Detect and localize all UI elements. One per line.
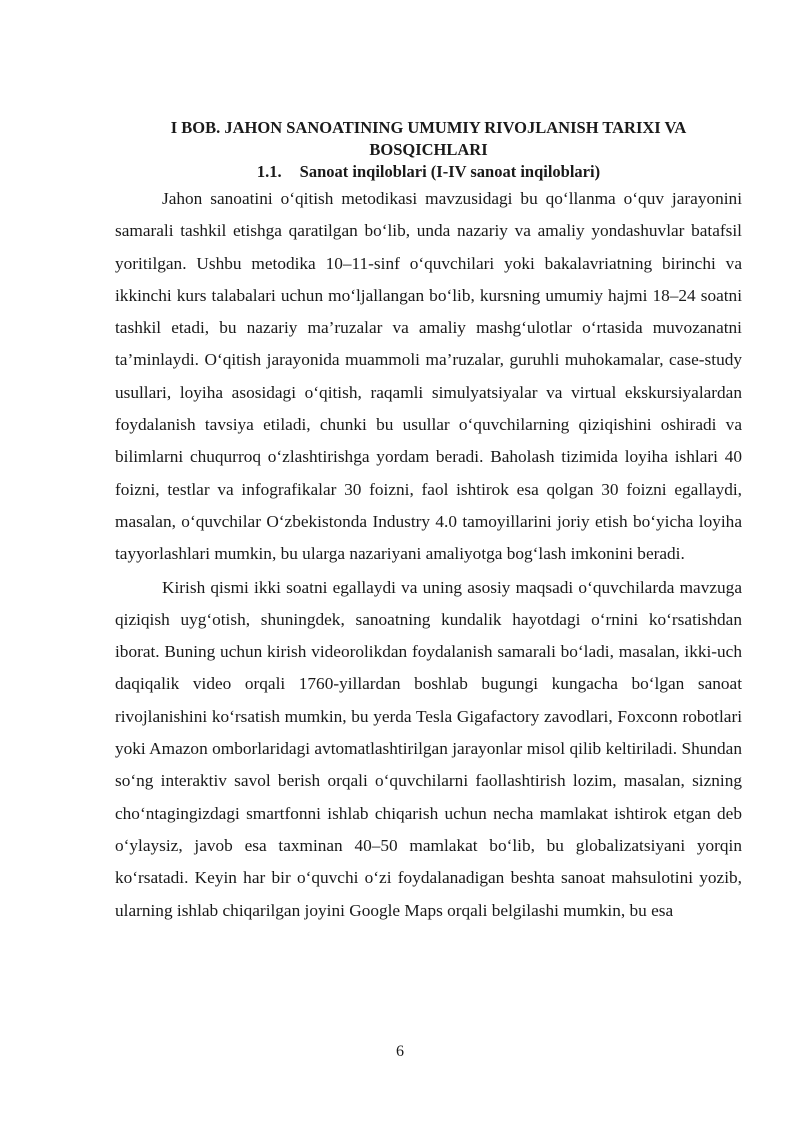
section-number: 1.1. <box>256 162 282 181</box>
body-paragraph-2: Kirish qismi ikki soatni egallaydi va uning asosiy maqsadi o‘quvchilarda mavzuga qiziqish uyg‘otish, shuningdek, sanoatning kundalik hayotdagi o‘rnini ko‘rsatishdan iborat. Buning uchun kirish videorolikdan foydalanish samarali bo‘ladi, masalan, ikki-uch daqiqalik video orqali 1760-yillardan boshlab bugungi kungacha bo‘lgan sanoat rivojlanishini ko‘rsatish mumkin, bu yerda Tesla Gigafactory zavodlari, Foxconn robotlari yoki Amazon omborlaridagi avtomatlashtirilgan jarayonlar misol qilib keltiriladi. Shundan so‘ng interaktiv savol berish orqali o‘quvchilarni faollashtirish lozim, masalan, sizning cho‘ntagingizdagi smartfonni ishlab chiqarish uchun necha mamlakat ishtirok etgan deb o‘ylaysiz, javob esa taxminan 40–50 mamlakat bo‘lib, bu globalizatsiyani yorqin ko‘rsatadi. Keyin har bir o‘quvchi o‘zi foydalanadigan beshta sanoat mahsulotini yozib, ularning ishlab chiqarilgan joyini Google Maps orqali belgilashi mumkin, bu esa <box>115 577 742 920</box>
page-content <box>115 117 742 927</box>
chapter-title: I BOB. JAHON SANOATINING UMUMIY RIVOJLANISH TARIXI VA BOSQICHLARI <box>170 118 687 159</box>
section-title: Sanoat inqiloblari (I-IV sanoat inqiloblari) <box>299 162 601 181</box>
section-heading <box>115 161 742 183</box>
body-paragraph-1: Jahon sanoatini o‘qitish metodikasi mavzusidagi bu qo‘llanma o‘quv jarayonini samarali tashkil etishga qaratilgan bo‘lib, unda nazariy va amaliy yondashuvlar batafsil yoritilgan. Ushbu metodika 10–11-sinf o‘quvchilari yoki bakalavriatning birinchi va ikkinchi kurs talabalari uchun mo‘ljallangan bo‘lib, kursning umumiy hajmi 18–24 soatni tashkil etadi, bu nazariy ma’ruzalar va amaliy mashg‘ulotlar o‘rtasida muvozanatni ta’minlaydi. O‘qitish jarayonida muammoli ma’ruzalar, guruhli muhokamalar, case-study usullari, loyiha asosidagi o‘qitish, raqamli simulyatsiyalar va virtual ekskursiyalardan foydalanish tavsiya etiladi, chunki bu usullar o‘quvchilarning qiziqishini oshiradi va bilimlarni chuqurroq o‘zlashtirishga yordam beradi. Baholash tizimida loyiha ishlari 40 foizni, testlar va infografikalar 30 foizni, faol ishtirok esa qolgan 30 foizni egallaydi, masalan, o‘quvchilar O‘zbekistonda Industry 4.0 tamoyillarini joriy etish bo‘yicha loyiha tayyorlashlari mumkin, bu ularga nazariyani amaliyotga bog‘lash imkonini beradi. <box>115 189 742 564</box>
page-number: 6 <box>396 1043 404 1060</box>
